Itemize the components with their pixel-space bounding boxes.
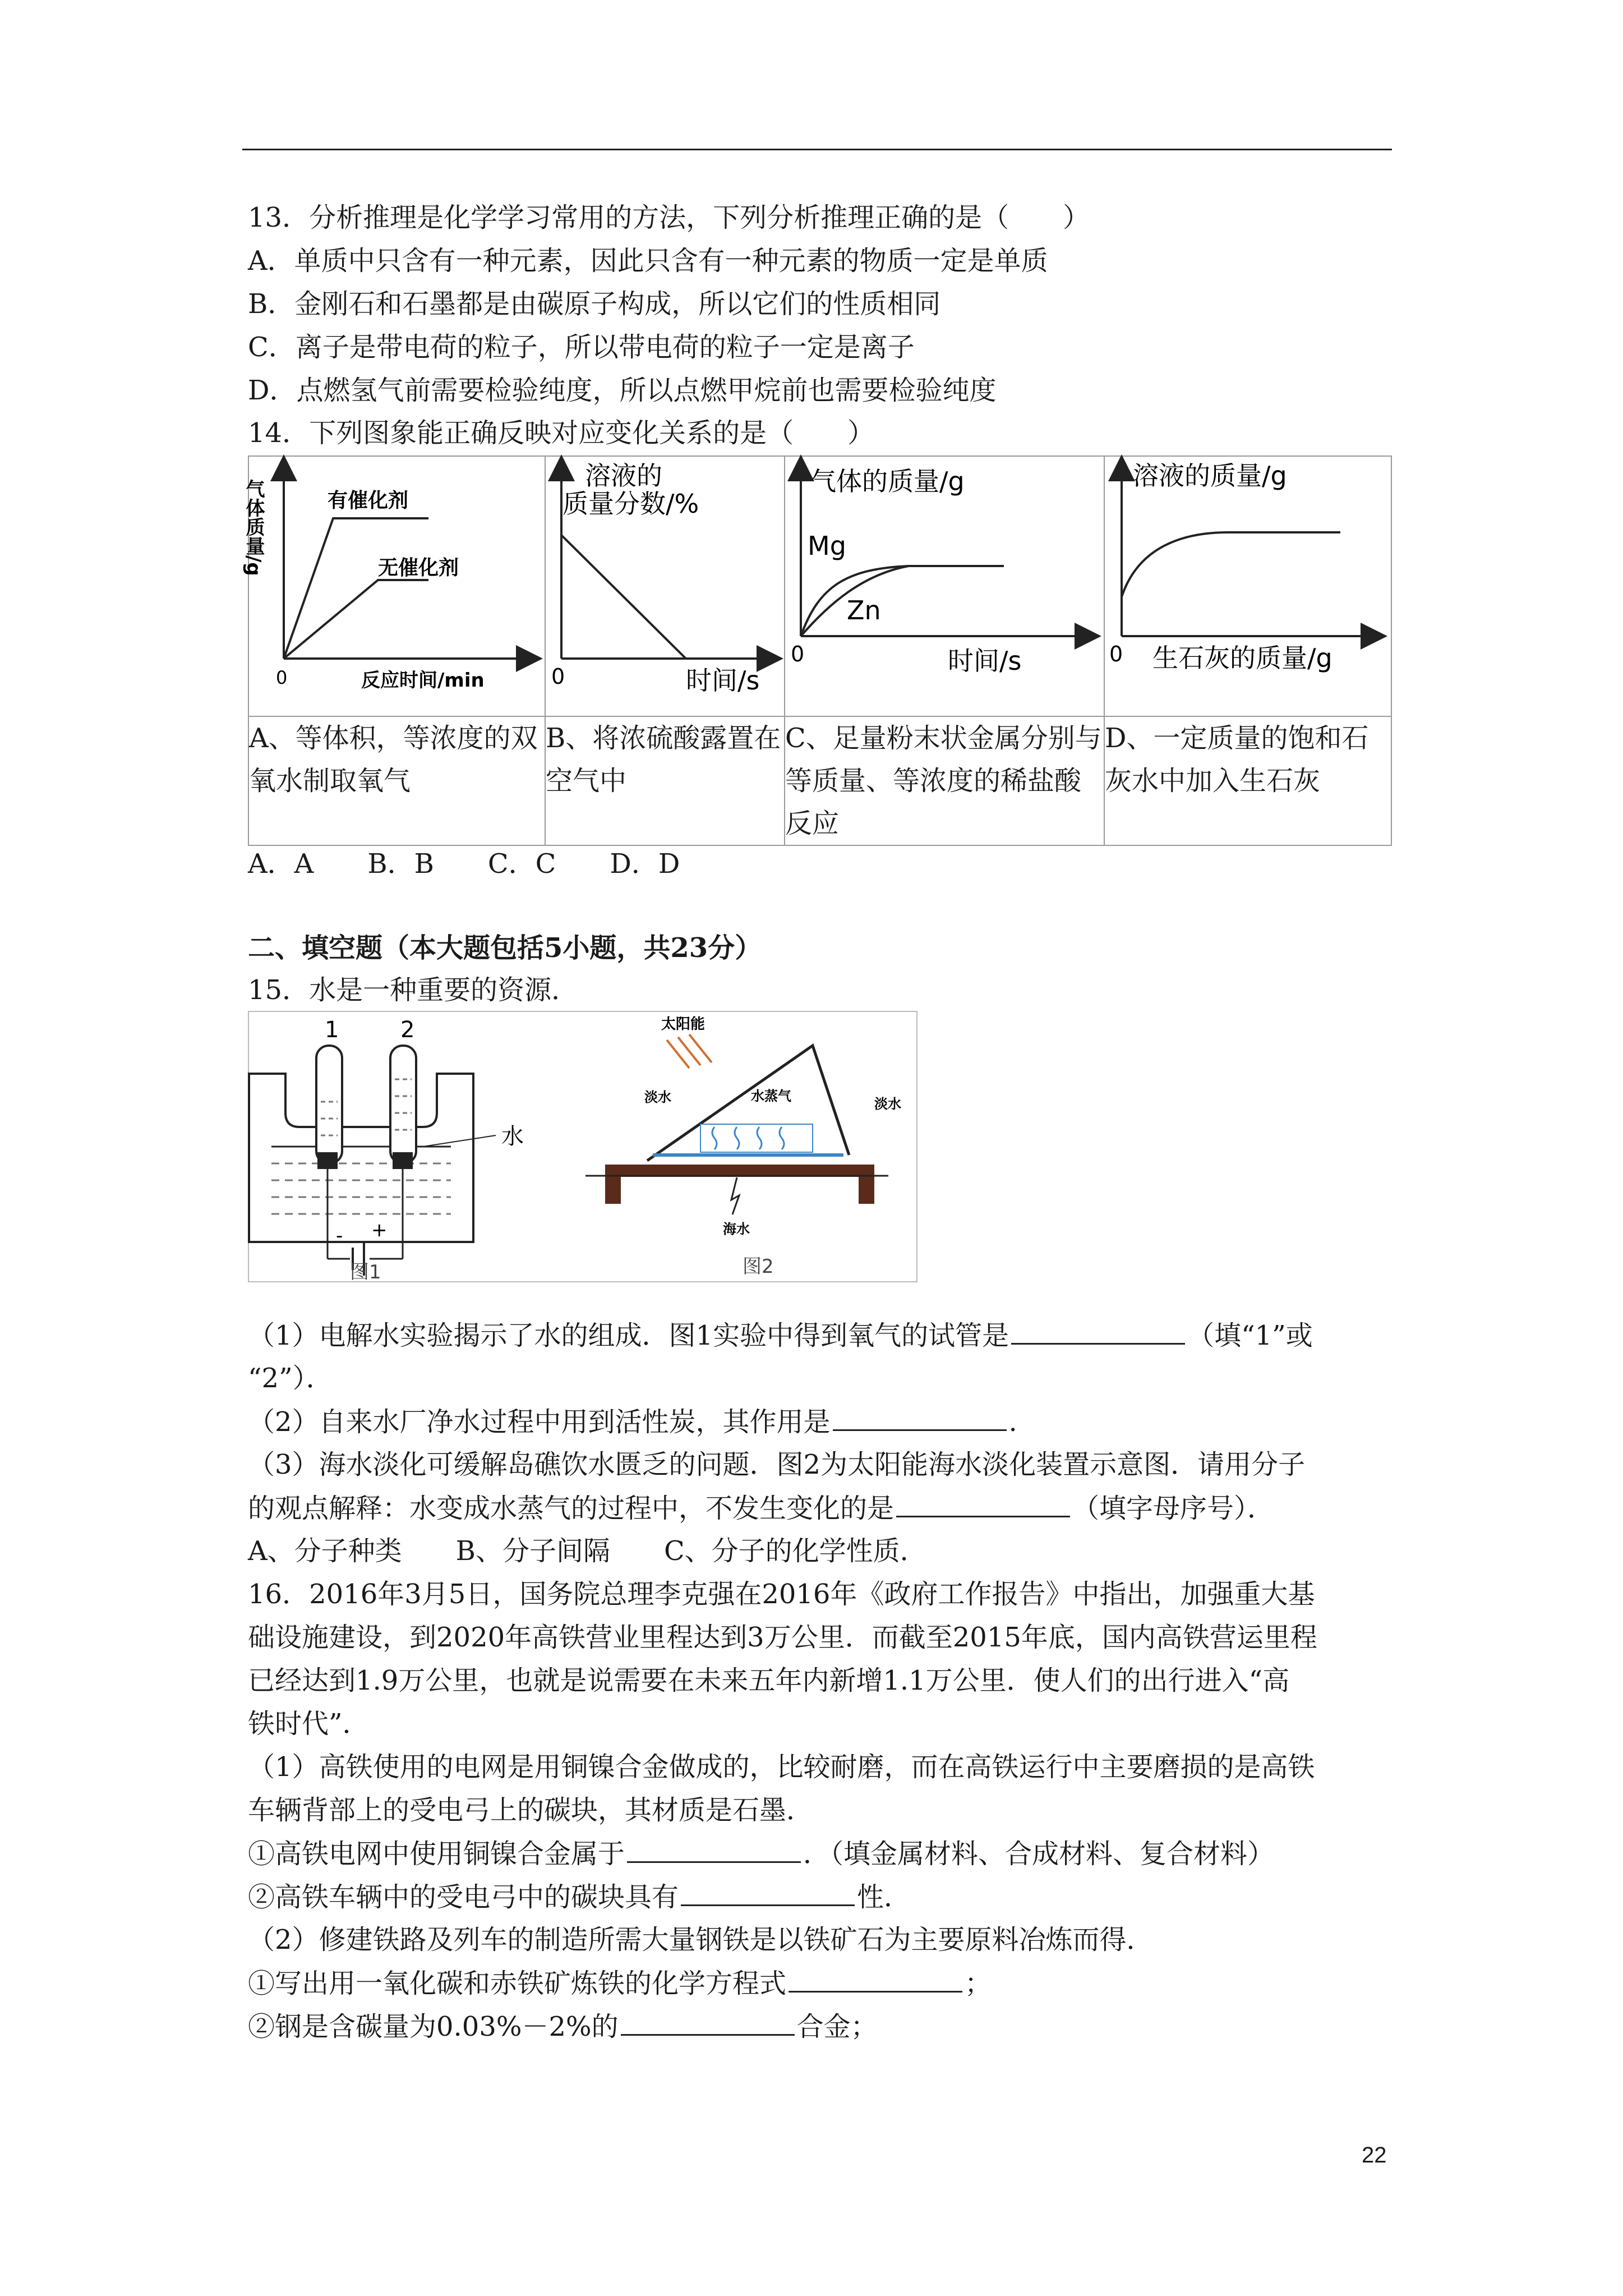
q16-sub3-text: ①写出用一氧化碳和赤铁矿炼铁的化学方程式	[248, 1968, 787, 1999]
q16-sub2-end: 性．	[857, 1881, 911, 1913]
q13-option-a: A．单质中只含有一种元素，因此只含有一种元素的物质一定是单质	[248, 245, 1048, 277]
figure-2-caption: 图2	[743, 1255, 774, 1278]
q16-part1: （1）高铁使用的电网是用铜镍合金做成的，比较耐磨，而在高铁运行中主要磨损的是高铁	[248, 1751, 1315, 1783]
vapor-label: 水蒸气	[751, 1088, 791, 1104]
q16-part2: （2）修建铁路及列车的制造所需大量钢铁是以铁矿石为主要原料冶炼而得．	[248, 1924, 1154, 1955]
q14-choices: A．A B．B C．C D．D	[248, 848, 680, 880]
graph-d-cell	[1104, 456, 1391, 716]
graph-b-xlabel: 时间/s	[686, 665, 760, 696]
tube-1-label: 1	[325, 1017, 339, 1043]
q16-sub2	[248, 1880, 911, 1914]
q16-sub3-answer-blank[interactable]	[789, 1966, 962, 1993]
graph-b	[546, 457, 784, 714]
battery-plus: +	[371, 1219, 388, 1241]
fresh-water-left-label: 淡水	[644, 1089, 671, 1105]
q15-stem: 15．水是一种重要的资源．	[248, 974, 579, 1006]
graph-c-origin: 0	[791, 642, 805, 666]
q14-table	[242, 455, 1392, 846]
q15-part3-line2	[248, 1491, 1274, 1525]
graph-c	[785, 457, 1104, 714]
graph-a-origin: 0	[276, 667, 288, 688]
q16-sub4-text: ②钢是含碳量为0.03%－2%的	[248, 2011, 619, 2042]
q15-part2-answer-blank[interactable]	[833, 1405, 1007, 1431]
q15-figures	[248, 1011, 917, 1282]
electrolysis-apparatus	[249, 1017, 524, 1283]
graph-b-origin: 0	[551, 664, 565, 689]
q16-sub2-answer-blank[interactable]	[681, 1880, 855, 1906]
solar-desalination-device	[585, 1015, 901, 1278]
graph-c-cell	[785, 456, 1104, 716]
q14-stem: 14．下列图象能正确反映对应变化关系的是（ ）	[248, 417, 875, 449]
graph-c-curve1-label: Mg	[808, 531, 846, 561]
q16-line-3: 已经达到1.9万公里，也就是说需要在未来五年内新增1.1万公里．使人们的出行进入“高	[248, 1665, 1290, 1696]
q16-sub4-answer-blank[interactable]	[621, 2009, 795, 2036]
q15-part1	[248, 1318, 1313, 1352]
q15-part3: （3）海水淡化可缓解岛礁饮水匮乏的问题．图2为太阳能海水淡化装置示意图．请用分子	[248, 1449, 1306, 1480]
q16-sub1	[248, 1837, 1274, 1871]
graph-a-ylabel: 气体质量/g	[242, 479, 265, 576]
q16-line-4: 铁时代”．	[248, 1708, 370, 1740]
q13-option-c: C．离子是带电荷的粒子，所以带电荷的粒子一定是离子	[248, 332, 915, 363]
q15-part1-text: （1）电解水实验揭示了水的组成．图1实验中得到氧气的试管是	[248, 1320, 1009, 1351]
q15-part3-hint: （填字母序号）．	[1072, 1493, 1275, 1524]
graph-a-curve2-label: 无催化剂	[378, 556, 459, 579]
q15-part3-options: A、分子种类 B、分子间隔 C、分子的化学性质．	[248, 1535, 927, 1567]
q15-part1-answer-blank[interactable]	[1011, 1318, 1185, 1345]
q15-part1-cont: “2”）．	[248, 1363, 333, 1394]
page-number: 22	[1362, 2143, 1387, 2168]
graph-a	[242, 457, 545, 714]
graph-a-cell	[242, 456, 545, 716]
graph-c-curve2-label: Zn	[847, 595, 881, 625]
q16-part1-cont: 车辆背部上的受电弓上的碳块，其材质是石墨．	[248, 1795, 814, 1826]
graph-d	[1105, 457, 1391, 714]
header-rule	[242, 149, 1392, 150]
q16-sub1-hint: ．（填金属材料、合成材料、复合材料）	[803, 1838, 1275, 1870]
graph-c-xlabel: 时间/s	[948, 646, 1022, 676]
seawater-label: 海水	[723, 1221, 750, 1237]
q16-sub3-end: ；	[965, 1968, 992, 1999]
q16-sub2-text: ②高铁车辆中的受电弓中的碳块具有	[248, 1881, 679, 1913]
graph-d-ylabel: 溶液的质量/g	[1133, 461, 1287, 491]
graph-d-xlabel: 生石灰的质量/g	[1152, 643, 1332, 673]
q15-part3-answer-blank[interactable]	[896, 1491, 1070, 1517]
graph-b-ylabel-1: 溶液的	[585, 461, 662, 491]
q16-sub3	[248, 1966, 992, 2000]
q16-sub4-end: 合金；	[796, 2011, 878, 2042]
q16-line-1: 16．2016年3月5日，国务院总理李克强在2016年《政府工作报告》中指出，加强重大基	[248, 1579, 1315, 1610]
tube-2-label: 2	[400, 1017, 415, 1043]
q14-caption-c: C、足量粉末状金属分别与等质量、等浓度的稀盐酸反应	[785, 716, 1104, 845]
q14-caption-b: B、将浓硫酸露置在空气中	[545, 716, 785, 845]
q15-part2	[248, 1405, 1017, 1439]
section-heading: 二、填空题（本大题包括5小题，共23分）	[248, 932, 762, 964]
q13-option-b: B．金刚石和石墨都是由碳原子构成，所以它们的性质相同	[248, 288, 941, 320]
q13-stem: 13．分析推理是化学学习常用的方法，下列分析推理正确的是（ ）	[248, 202, 1090, 233]
fresh-water-right-label: 淡水	[874, 1096, 901, 1112]
graph-d-origin: 0	[1109, 642, 1123, 666]
q15-part2-text: （2）自来水厂净水过程中用到活性炭，其作用是	[248, 1406, 831, 1438]
q16-sub1-text: ①高铁电网中使用铜镍合金属于	[248, 1838, 625, 1870]
q16-sub4	[248, 2009, 878, 2044]
graph-c-ylabel: 气体的质量/g	[810, 466, 965, 496]
figure-1-caption: 图1	[350, 1261, 381, 1283]
q13-option-d: D．点燃氢气前需要检验纯度，所以点燃甲烷前也需要检验纯度	[248, 375, 997, 406]
q15-part1-hint: （填“1”或	[1187, 1320, 1313, 1351]
q15-part3-text: 的观点解释：水变成水蒸气的过程中，不发生变化的是	[248, 1493, 895, 1524]
graph-b-ylabel-2: 质量分数/%	[562, 489, 699, 519]
q16-sub1-answer-blank[interactable]	[627, 1837, 801, 1863]
q14-caption-a: A、等体积，等浓度的双氧水制取氧气	[248, 716, 545, 845]
q15-part2-end: .	[1008, 1406, 1017, 1438]
q15-figure-svg	[249, 1012, 916, 1281]
q16-line-2: 础设施建设，到2020年高铁营业里程达到3万公里．而截至2015年底，国内高铁营运里程	[248, 1622, 1317, 1653]
solar-energy-label: 太阳能	[661, 1016, 706, 1033]
water-label: 水	[501, 1124, 524, 1149]
graph-a-xlabel: 反应时间/min	[361, 669, 485, 692]
graph-b-cell	[545, 456, 785, 716]
q14-caption-d: D、一定质量的饱和石灰水中加入生石灰	[1104, 716, 1391, 845]
battery-minus: -	[336, 1225, 343, 1247]
graph-a-curve1-label: 有催化剂	[328, 489, 409, 512]
